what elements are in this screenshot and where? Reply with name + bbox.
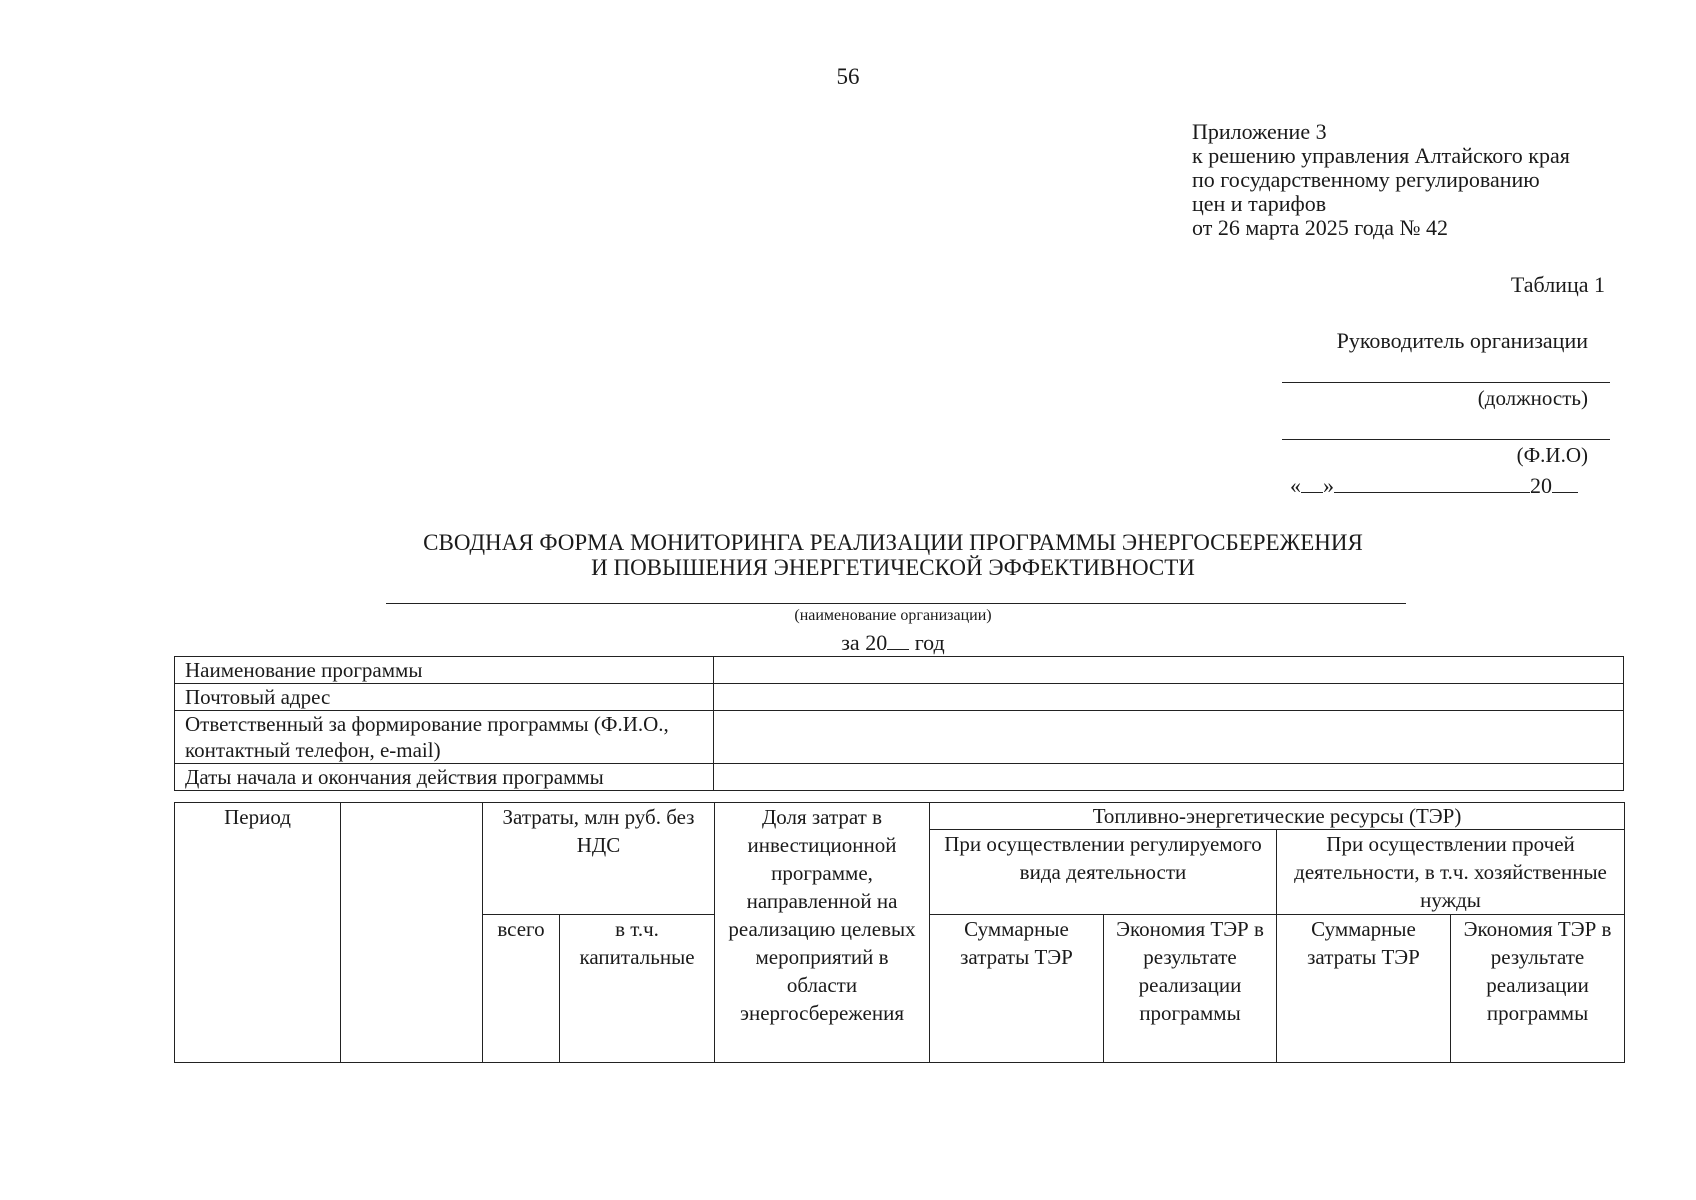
document-title [0,530,1696,580]
monitoring-table [174,802,1625,1063]
position-caption: (должность) [1477,386,1588,410]
date-open-quote: « [1290,473,1301,498]
appendix-line: цен и тарифов [1192,191,1327,216]
costs-capital-header: в т.ч. капитальные [560,915,715,1063]
period-header: Период [175,803,341,1063]
table-row [175,711,1624,764]
table-row [175,684,1624,711]
program-dates-value [714,764,1624,791]
name-signature-line [1282,439,1610,440]
reporting-year-line [0,630,1696,656]
head-of-organization-label: Руководитель организации [1336,328,1588,353]
organization-name-line [386,603,1406,604]
other-ter-savings-header: Экономия ТЭР в результате реализации программы [1451,915,1625,1063]
appendix-header [1192,120,1570,240]
investment-share-header: Доля затрат в инвестиционной программе, направленной на реализацию целевых мероприятий в области энергосбережения [715,803,930,1063]
organization-name-caption: (наименование организации) [794,607,992,624]
title-line-2: И ПОВЫШЕНИЯ ЭНЕРГЕТИЧЕСКОЙ ЭФФЕКТИВНОСТИ [591,555,1195,580]
year-blank-field [887,631,909,650]
month-blank [1334,472,1530,493]
appendix-line: от 26 марта 2025 года № 42 [1192,215,1449,240]
program-info-table [174,656,1624,791]
program-dates-label: Даты начала и окончания действия программы [175,764,714,791]
date-year-prefix: 20 [1530,473,1552,498]
page-number: 56 [836,64,860,89]
table-row [175,657,1624,684]
other-activity-header: При осуществлении прочей деятельности, в т.ч. хозяйственные нужды [1277,830,1625,915]
ter-header: Топливно-энергетические ресурсы (ТЭР) [930,803,1625,830]
year-suffix: год [914,630,945,655]
day-blank [1301,472,1323,493]
responsible-person-label: Ответственный за формирование программы (Ф.И.О., контактный телефон, e-mail) [175,711,714,764]
year-prefix: за 20 [841,630,888,655]
table-label: Таблица 1 [1510,272,1605,297]
program-name-value [714,657,1624,684]
table-row [175,764,1624,791]
postal-address-value [714,684,1624,711]
table-row [175,803,1625,830]
approval-date-line [1290,472,1590,499]
empty-header-cell [341,803,483,1063]
responsible-person-value [714,711,1624,764]
postal-address-label: Почтовый адрес [175,684,714,711]
name-caption: (Ф.И.О) [1516,443,1588,467]
costs-header: Затраты, млн руб. без НДС [483,803,715,915]
position-signature-line [1282,382,1610,383]
date-close-quote: » [1323,473,1334,498]
program-name-label: Наименование программы [175,657,714,684]
other-total-ter-costs-header: Суммарные затраты ТЭР [1277,915,1451,1063]
regulated-total-ter-costs-header: Суммарные затраты ТЭР [930,915,1104,1063]
appendix-line: к решению управления Алтайского края [1192,143,1570,168]
regulated-activity-header: При осуществлении регулируемого вида деятельности [930,830,1277,915]
regulated-ter-savings-header: Экономия ТЭР в результате реализации программы [1104,915,1277,1063]
title-line-1: СВОДНАЯ ФОРМА МОНИТОРИНГА РЕАЛИЗАЦИИ ПРОГРАММЫ ЭНЕРГОСБЕРЕЖЕНИЯ [423,530,1363,555]
appendix-line: по государственному регулированию [1192,167,1540,192]
costs-total-header: всего [483,915,560,1063]
year-blank [1552,472,1578,493]
appendix-line: Приложение 3 [1192,119,1327,144]
